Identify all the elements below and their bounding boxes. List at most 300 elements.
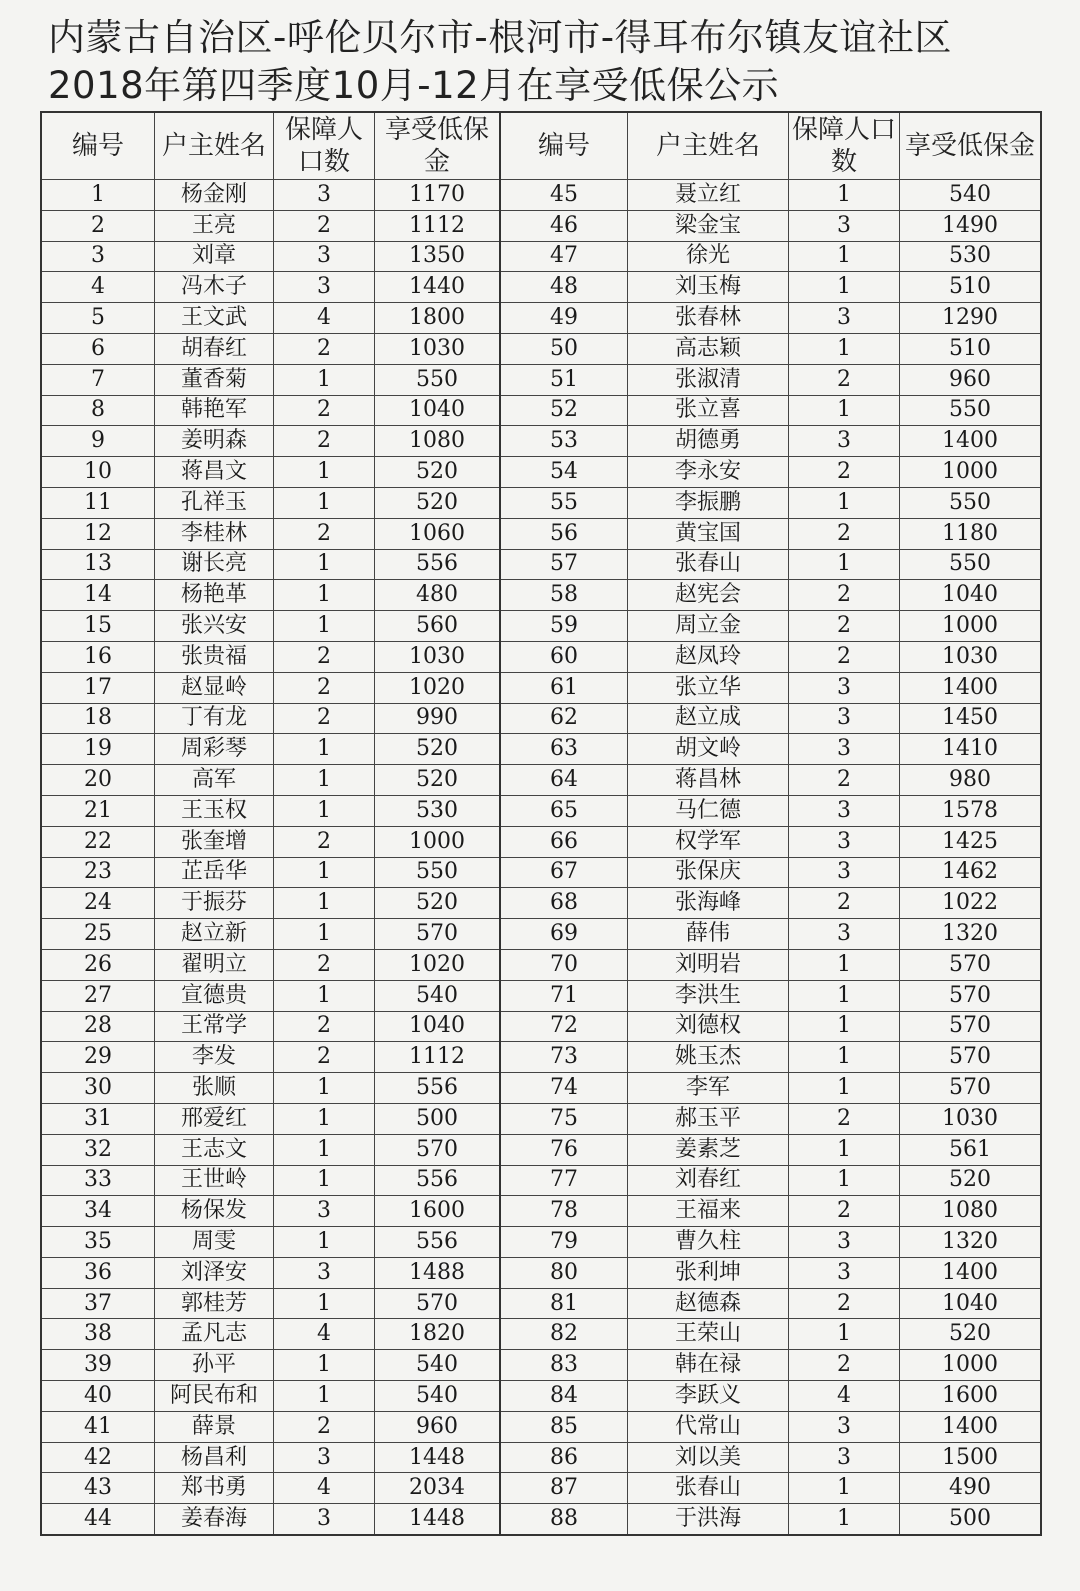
right-persons-cell: 3 (789, 426, 900, 457)
left-amount-cell: 1080 (375, 426, 501, 457)
left-name-cell: 杨金刚 (155, 180, 274, 211)
right-name-cell: 郝玉平 (628, 1103, 789, 1134)
right-persons-cell: 2 (789, 1288, 900, 1319)
right-id-cell: 53 (500, 426, 628, 457)
left-amount-cell: 570 (375, 919, 501, 950)
right-amount-cell: 980 (900, 765, 1042, 796)
left-persons-cell: 1 (274, 457, 375, 488)
right-amount-cell: 1040 (900, 580, 1042, 611)
header-amount-left: 享受低保金 (375, 112, 501, 180)
left-id-cell: 12 (41, 518, 155, 549)
left-amount-cell: 1040 (375, 395, 501, 426)
right-id-cell: 59 (500, 611, 628, 642)
left-amount-cell: 560 (375, 611, 501, 642)
right-name-cell: 胡德勇 (628, 426, 789, 457)
right-amount-cell: 1425 (900, 826, 1042, 857)
left-amount-cell: 550 (375, 364, 501, 395)
right-id-cell: 46 (500, 210, 628, 241)
left-id-cell: 20 (41, 765, 155, 796)
table-row (41, 703, 1041, 734)
left-id-cell: 22 (41, 826, 155, 857)
right-name-cell: 王福来 (628, 1196, 789, 1227)
right-amount-cell: 1000 (900, 1350, 1042, 1381)
left-id-cell: 2 (41, 210, 155, 241)
title-line-1: 内蒙古自治区-呼伦贝尔市-根河市-得耳布尔镇友谊社区 (48, 16, 953, 59)
left-persons-cell: 1 (274, 765, 375, 796)
right-persons-cell: 1 (789, 1073, 900, 1104)
left-persons-cell: 2 (274, 949, 375, 980)
table-row (41, 426, 1041, 457)
left-amount-cell: 1820 (375, 1319, 501, 1350)
left-name-cell: 韩艳军 (155, 395, 274, 426)
right-persons-cell: 2 (789, 1196, 900, 1227)
left-name-cell: 赵显岭 (155, 672, 274, 703)
left-amount-cell: 1000 (375, 826, 501, 857)
left-name-cell: 刘章 (155, 241, 274, 272)
table-row (41, 1442, 1041, 1473)
table-row (41, 765, 1041, 796)
right-id-cell: 54 (500, 457, 628, 488)
right-persons-cell: 3 (789, 1227, 900, 1258)
right-amount-cell: 1320 (900, 919, 1042, 950)
left-name-cell: 李桂林 (155, 518, 274, 549)
left-name-cell: 周彩琴 (155, 734, 274, 765)
right-persons-cell: 2 (789, 457, 900, 488)
left-amount-cell: 1060 (375, 518, 501, 549)
right-persons-cell: 3 (789, 1442, 900, 1473)
right-amount-cell: 520 (900, 1319, 1042, 1350)
right-id-cell: 56 (500, 518, 628, 549)
right-id-cell: 51 (500, 364, 628, 395)
left-id-cell: 6 (41, 333, 155, 364)
right-persons-cell: 2 (789, 765, 900, 796)
left-amount-cell: 1112 (375, 210, 501, 241)
table-row (41, 795, 1041, 826)
right-amount-cell: 1400 (900, 1411, 1042, 1442)
right-name-cell: 王荣山 (628, 1319, 789, 1350)
right-persons-cell: 1 (789, 1165, 900, 1196)
table-row (41, 949, 1041, 980)
left-id-cell: 36 (41, 1257, 155, 1288)
right-id-cell: 79 (500, 1227, 628, 1258)
left-amount-cell: 1448 (375, 1504, 501, 1535)
right-id-cell: 57 (500, 549, 628, 580)
right-amount-cell: 1030 (900, 1103, 1042, 1134)
right-name-cell: 权学军 (628, 826, 789, 857)
left-amount-cell: 556 (375, 1073, 501, 1104)
right-id-cell: 55 (500, 487, 628, 518)
right-persons-cell: 3 (789, 1257, 900, 1288)
right-persons-cell: 1 (789, 487, 900, 518)
right-id-cell: 58 (500, 580, 628, 611)
right-name-cell: 姜素芝 (628, 1134, 789, 1165)
right-persons-cell: 2 (789, 364, 900, 395)
left-name-cell: 蒋昌文 (155, 457, 274, 488)
left-name-cell: 冯木子 (155, 272, 274, 303)
right-persons-cell: 1 (789, 241, 900, 272)
right-name-cell: 李振鹏 (628, 487, 789, 518)
right-name-cell: 刘德权 (628, 1011, 789, 1042)
right-persons-cell: 1 (789, 949, 900, 980)
right-name-cell: 赵立成 (628, 703, 789, 734)
table-row (41, 1134, 1041, 1165)
table-row (41, 1042, 1041, 1073)
right-name-cell: 张保庆 (628, 857, 789, 888)
left-persons-cell: 1 (274, 549, 375, 580)
right-name-cell: 黄宝国 (628, 518, 789, 549)
left-id-cell: 10 (41, 457, 155, 488)
right-id-cell: 61 (500, 672, 628, 703)
subsidy-table (40, 111, 1042, 1536)
right-amount-cell: 1080 (900, 1196, 1042, 1227)
table-row (41, 611, 1041, 642)
right-name-cell: 韩在禄 (628, 1350, 789, 1381)
left-amount-cell: 570 (375, 1134, 501, 1165)
left-id-cell: 16 (41, 641, 155, 672)
right-name-cell: 赵德森 (628, 1288, 789, 1319)
left-name-cell: 芷岳华 (155, 857, 274, 888)
left-id-cell: 23 (41, 857, 155, 888)
right-persons-cell: 1 (789, 1319, 900, 1350)
right-id-cell: 72 (500, 1011, 628, 1042)
right-name-cell: 梁金宝 (628, 210, 789, 241)
table-row (41, 672, 1041, 703)
right-id-cell: 45 (500, 180, 628, 211)
left-name-cell: 王志文 (155, 1134, 274, 1165)
right-persons-cell: 2 (789, 580, 900, 611)
left-persons-cell: 2 (274, 1042, 375, 1073)
right-amount-cell: 570 (900, 1042, 1042, 1073)
left-name-cell: 张奎增 (155, 826, 274, 857)
left-persons-cell: 2 (274, 426, 375, 457)
table-row (41, 1011, 1041, 1042)
right-amount-cell: 1400 (900, 426, 1042, 457)
right-id-cell: 65 (500, 795, 628, 826)
table-body (41, 180, 1041, 1536)
right-amount-cell: 490 (900, 1473, 1042, 1504)
right-amount-cell: 1410 (900, 734, 1042, 765)
table-row (41, 1473, 1041, 1504)
left-amount-cell: 1030 (375, 333, 501, 364)
right-persons-cell: 1 (789, 395, 900, 426)
right-name-cell: 李洪生 (628, 980, 789, 1011)
right-name-cell: 张立华 (628, 672, 789, 703)
left-name-cell: 周雯 (155, 1227, 274, 1258)
left-persons-cell: 2 (274, 641, 375, 672)
left-amount-cell: 520 (375, 888, 501, 919)
left-amount-cell: 1600 (375, 1196, 501, 1227)
left-persons-cell: 1 (274, 734, 375, 765)
right-name-cell: 周立金 (628, 611, 789, 642)
right-persons-cell: 2 (789, 641, 900, 672)
left-persons-cell: 1 (274, 919, 375, 950)
table-row (41, 549, 1041, 580)
left-name-cell: 王亮 (155, 210, 274, 241)
left-name-cell: 薛景 (155, 1411, 274, 1442)
right-id-cell: 87 (500, 1473, 628, 1504)
left-amount-cell: 1448 (375, 1442, 501, 1473)
left-amount-cell: 520 (375, 457, 501, 488)
right-name-cell: 张春山 (628, 549, 789, 580)
left-persons-cell: 2 (274, 518, 375, 549)
table-row (41, 333, 1041, 364)
right-amount-cell: 1600 (900, 1381, 1042, 1412)
right-name-cell: 姚玉杰 (628, 1042, 789, 1073)
left-amount-cell: 1020 (375, 949, 501, 980)
left-amount-cell: 540 (375, 1381, 501, 1412)
right-persons-cell: 1 (789, 1042, 900, 1073)
left-amount-cell: 1030 (375, 641, 501, 672)
left-name-cell: 郑书勇 (155, 1473, 274, 1504)
left-persons-cell: 1 (274, 1103, 375, 1134)
right-name-cell: 张淑清 (628, 364, 789, 395)
left-name-cell: 郭桂芳 (155, 1288, 274, 1319)
table-row (41, 1381, 1041, 1412)
right-amount-cell: 1462 (900, 857, 1042, 888)
left-name-cell: 杨昌利 (155, 1442, 274, 1473)
left-amount-cell: 990 (375, 703, 501, 734)
right-persons-cell: 1 (789, 1504, 900, 1535)
left-id-cell: 18 (41, 703, 155, 734)
left-id-cell: 35 (41, 1227, 155, 1258)
left-name-cell: 赵立新 (155, 919, 274, 950)
left-persons-cell: 1 (274, 364, 375, 395)
left-name-cell: 胡春红 (155, 333, 274, 364)
table-row (41, 857, 1041, 888)
left-id-cell: 40 (41, 1381, 155, 1412)
left-name-cell: 姜明森 (155, 426, 274, 457)
left-persons-cell: 2 (274, 210, 375, 241)
right-name-cell: 聂立红 (628, 180, 789, 211)
left-name-cell: 高军 (155, 765, 274, 796)
right-id-cell: 88 (500, 1504, 628, 1535)
table-row (41, 734, 1041, 765)
right-id-cell: 76 (500, 1134, 628, 1165)
left-id-cell: 43 (41, 1473, 155, 1504)
left-amount-cell: 1020 (375, 672, 501, 703)
right-name-cell: 李永安 (628, 457, 789, 488)
table-row (41, 1288, 1041, 1319)
left-amount-cell: 1800 (375, 303, 501, 334)
right-name-cell: 刘春红 (628, 1165, 789, 1196)
left-persons-cell: 4 (274, 1473, 375, 1504)
table-row (41, 826, 1041, 857)
table-row (41, 580, 1041, 611)
right-id-cell: 81 (500, 1288, 628, 1319)
right-persons-cell: 3 (789, 919, 900, 950)
left-id-cell: 21 (41, 795, 155, 826)
left-persons-cell: 3 (274, 1504, 375, 1535)
table-row (41, 395, 1041, 426)
left-amount-cell: 1170 (375, 180, 501, 211)
left-amount-cell: 1350 (375, 241, 501, 272)
header-amount-right: 享受低保金 (900, 112, 1042, 180)
right-id-cell: 70 (500, 949, 628, 980)
right-amount-cell: 1490 (900, 210, 1042, 241)
left-name-cell: 王世岭 (155, 1165, 274, 1196)
left-amount-cell: 556 (375, 1165, 501, 1196)
left-id-cell: 26 (41, 949, 155, 980)
left-persons-cell: 3 (274, 1196, 375, 1227)
left-name-cell: 王玉权 (155, 795, 274, 826)
left-id-cell: 38 (41, 1319, 155, 1350)
left-persons-cell: 1 (274, 795, 375, 826)
left-persons-cell: 3 (274, 272, 375, 303)
right-name-cell: 张立喜 (628, 395, 789, 426)
left-name-cell: 阿民布和 (155, 1381, 274, 1412)
left-persons-cell: 2 (274, 333, 375, 364)
right-id-cell: 84 (500, 1381, 628, 1412)
right-id-cell: 85 (500, 1411, 628, 1442)
left-amount-cell: 960 (375, 1411, 501, 1442)
right-persons-cell: 1 (789, 272, 900, 303)
table-row (41, 1319, 1041, 1350)
left-amount-cell: 480 (375, 580, 501, 611)
left-persons-cell: 2 (274, 1011, 375, 1042)
left-amount-cell: 570 (375, 1288, 501, 1319)
right-amount-cell: 570 (900, 1073, 1042, 1104)
left-persons-cell: 1 (274, 980, 375, 1011)
right-amount-cell: 1290 (900, 303, 1042, 334)
left-id-cell: 42 (41, 1442, 155, 1473)
right-persons-cell: 3 (789, 857, 900, 888)
left-id-cell: 27 (41, 980, 155, 1011)
table-row (41, 272, 1041, 303)
right-amount-cell: 570 (900, 980, 1042, 1011)
header-name-left: 户主姓名 (155, 112, 274, 180)
left-persons-cell: 2 (274, 703, 375, 734)
right-id-cell: 82 (500, 1319, 628, 1350)
left-id-cell: 11 (41, 487, 155, 518)
table-row (41, 1350, 1041, 1381)
right-persons-cell: 3 (789, 210, 900, 241)
right-id-cell: 63 (500, 734, 628, 765)
right-name-cell: 李军 (628, 1073, 789, 1104)
right-persons-cell: 3 (789, 795, 900, 826)
right-persons-cell: 1 (789, 180, 900, 211)
left-id-cell: 17 (41, 672, 155, 703)
left-persons-cell: 2 (274, 826, 375, 857)
right-persons-cell: 1 (789, 549, 900, 580)
left-amount-cell: 520 (375, 765, 501, 796)
left-name-cell: 王文武 (155, 303, 274, 334)
right-persons-cell: 2 (789, 518, 900, 549)
left-name-cell: 张兴安 (155, 611, 274, 642)
left-id-cell: 41 (41, 1411, 155, 1442)
left-id-cell: 33 (41, 1165, 155, 1196)
right-id-cell: 78 (500, 1196, 628, 1227)
table-row (41, 1504, 1041, 1535)
left-id-cell: 14 (41, 580, 155, 611)
left-persons-cell: 4 (274, 1319, 375, 1350)
left-name-cell: 杨艳革 (155, 580, 274, 611)
right-name-cell: 张海峰 (628, 888, 789, 919)
right-persons-cell: 1 (789, 333, 900, 364)
right-amount-cell: 570 (900, 949, 1042, 980)
left-persons-cell: 3 (274, 241, 375, 272)
right-name-cell: 高志颖 (628, 333, 789, 364)
right-persons-cell: 2 (789, 1103, 900, 1134)
left-persons-cell: 1 (274, 611, 375, 642)
right-amount-cell: 500 (900, 1504, 1042, 1535)
left-persons-cell: 4 (274, 303, 375, 334)
right-amount-cell: 561 (900, 1134, 1042, 1165)
right-persons-cell: 3 (789, 672, 900, 703)
right-id-cell: 73 (500, 1042, 628, 1073)
table-row (41, 241, 1041, 272)
table-row (41, 1257, 1041, 1288)
right-name-cell: 马仁德 (628, 795, 789, 826)
left-name-cell: 刘泽安 (155, 1257, 274, 1288)
table-row (41, 1196, 1041, 1227)
header-id-left: 编号 (41, 112, 155, 180)
left-id-cell: 31 (41, 1103, 155, 1134)
table-row (41, 180, 1041, 211)
right-name-cell: 赵宪会 (628, 580, 789, 611)
right-amount-cell: 520 (900, 1165, 1042, 1196)
right-id-cell: 50 (500, 333, 628, 364)
right-id-cell: 69 (500, 919, 628, 950)
right-name-cell: 张利坤 (628, 1257, 789, 1288)
right-persons-cell: 1 (789, 980, 900, 1011)
right-persons-cell: 1 (789, 1134, 900, 1165)
left-name-cell: 王常学 (155, 1011, 274, 1042)
left-persons-cell: 3 (274, 1257, 375, 1288)
left-amount-cell: 520 (375, 487, 501, 518)
right-amount-cell: 1180 (900, 518, 1042, 549)
right-name-cell: 胡文岭 (628, 734, 789, 765)
right-id-cell: 64 (500, 765, 628, 796)
left-amount-cell: 520 (375, 734, 501, 765)
right-name-cell: 蒋昌林 (628, 765, 789, 796)
left-amount-cell: 500 (375, 1103, 501, 1134)
table-row (41, 518, 1041, 549)
left-amount-cell: 2034 (375, 1473, 501, 1504)
left-name-cell: 杨保发 (155, 1196, 274, 1227)
left-persons-cell: 2 (274, 395, 375, 426)
right-amount-cell: 1022 (900, 888, 1042, 919)
left-name-cell: 于振芬 (155, 888, 274, 919)
right-id-cell: 74 (500, 1073, 628, 1104)
right-amount-cell: 1000 (900, 457, 1042, 488)
table-row (41, 457, 1041, 488)
left-persons-cell: 1 (274, 888, 375, 919)
right-amount-cell: 1320 (900, 1227, 1042, 1258)
right-name-cell: 张春林 (628, 303, 789, 334)
left-name-cell: 丁有龙 (155, 703, 274, 734)
left-amount-cell: 1488 (375, 1257, 501, 1288)
right-name-cell: 赵凤玲 (628, 641, 789, 672)
header-id-right: 编号 (500, 112, 628, 180)
right-persons-cell: 1 (789, 1473, 900, 1504)
left-id-cell: 29 (41, 1042, 155, 1073)
right-id-cell: 68 (500, 888, 628, 919)
table-row (41, 1411, 1041, 1442)
right-id-cell: 52 (500, 395, 628, 426)
right-persons-cell: 4 (789, 1381, 900, 1412)
right-persons-cell: 3 (789, 1411, 900, 1442)
left-id-cell: 1 (41, 180, 155, 211)
left-persons-cell: 2 (274, 1411, 375, 1442)
left-id-cell: 3 (41, 241, 155, 272)
left-persons-cell: 1 (274, 1288, 375, 1319)
right-amount-cell: 550 (900, 395, 1042, 426)
left-amount-cell: 540 (375, 980, 501, 1011)
left-name-cell: 董香菊 (155, 364, 274, 395)
left-amount-cell: 540 (375, 1350, 501, 1381)
right-persons-cell: 3 (789, 303, 900, 334)
left-name-cell: 李发 (155, 1042, 274, 1073)
